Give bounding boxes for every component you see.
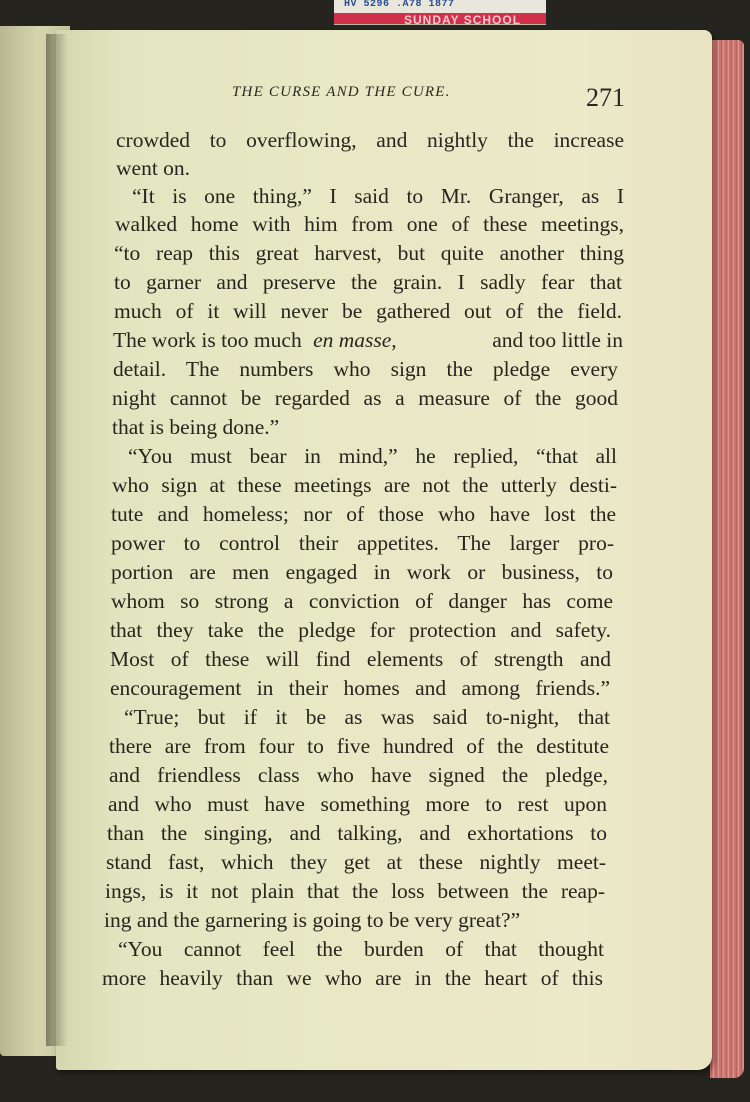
text-line [113, 330, 623, 352]
text-line: than the singing, and talking, and exhortations to [107, 821, 607, 845]
text-line: power to control their appetites. The larger pro- [111, 531, 614, 555]
text-line: that is being done.” [112, 415, 280, 439]
text-line: to garner and preserve the grain. I sadly fear that [114, 270, 622, 294]
text-line: Most of these will find elements of strength and [110, 647, 611, 671]
text-line: ings, is it not plain that the loss between the reap- [105, 879, 605, 903]
text-line: “to reap this great harvest, but quite another thing [114, 241, 624, 265]
text-line: went on. [116, 156, 191, 180]
text-line: night cannot be regarded as a measure of the good [112, 386, 618, 410]
text-line: portion are men engaged in work or business, to [111, 560, 613, 584]
text-line: who sign at these meetings are not the utterly desti- [112, 473, 617, 497]
text-line: “You cannot feel the burden of that thought [118, 937, 604, 961]
text-line: “You must bear in mind,” he replied, “that all [128, 444, 617, 468]
text-line: tute and homeless; nor of those who have lost the [111, 502, 616, 526]
page-number: 271 [586, 83, 625, 112]
text-line: and who must have something more to rest upon [108, 792, 607, 816]
text-line: “True; but if it be as was said to-night, that [124, 705, 610, 729]
label-strip-text: SUNDAY SCHOOL [404, 13, 522, 25]
text-line: whom so strong a conviction of danger has come [111, 589, 613, 613]
text-line: ing and the garnering is going to be very great?” [104, 908, 521, 932]
call-number: HV 5296 .A78 1877 [344, 0, 455, 10]
text-line: and friendless class who have signed the pledge, [109, 763, 608, 787]
text-line: there are from four to five hundred of the destitute [109, 734, 609, 758]
running-header: THE CURSE AND THE CURE. [232, 84, 451, 100]
text-fragment: and too little in [492, 328, 623, 352]
text-line: “It is one thing,” I said to Mr. Granger, as I [132, 184, 624, 208]
text-line: detail. The numbers who sign the pledge every [113, 357, 618, 381]
text-line: that they take the pledge for protection and safety. [110, 618, 611, 642]
text-line: more heavily than we who are in the heart of this [102, 966, 603, 990]
text-line: walked home with him from one of these meetings, [115, 212, 624, 236]
text-fragment: The work is too much [113, 328, 302, 352]
italic-phrase: en masse, [313, 328, 397, 352]
text-line: encouragement in their homes and among friends.” [110, 676, 610, 700]
text-line: much of it will never be gathered out of the field. [114, 299, 622, 323]
text-line: stand fast, which they get at these nightly meet- [106, 850, 606, 874]
text-line: crowded to overflowing, and nightly the increase [116, 128, 624, 152]
